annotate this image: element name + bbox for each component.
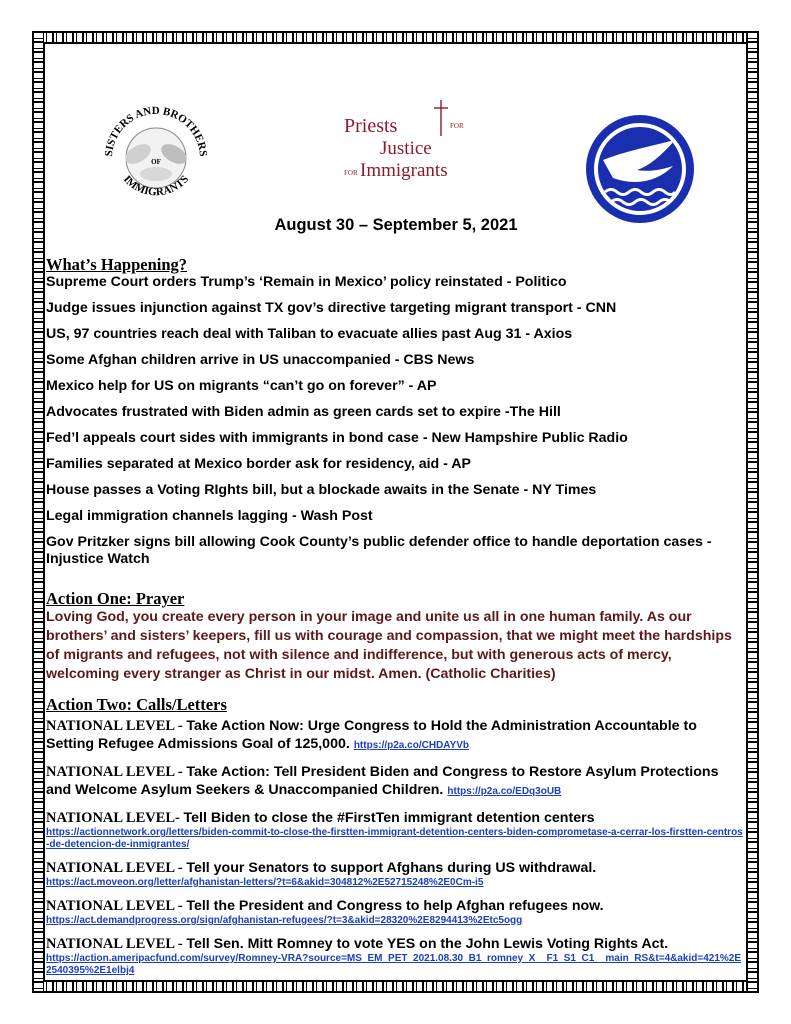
action-one-heading: Action One: Prayer <box>46 589 185 608</box>
news-item[interactable]: Mexico help for US on migrants “can’t go on forever” - AP <box>46 378 437 394</box>
action-text: Take Action Now: Urge Congress to Hold the Administration Accountable to Setting Refugee Admissions Goal of 125,000. <box>46 718 697 752</box>
bulletin-content <box>46 46 746 976</box>
action-two-section <box>46 696 746 985</box>
action-level: NATIONAL LEVEL - <box>46 764 187 780</box>
action-item <box>46 935 746 977</box>
logo-center-line3: Immigrants <box>360 160 448 181</box>
dove-logo <box>583 112 698 227</box>
whats-happening-heading: What’s Happening? <box>46 255 188 274</box>
logo-center-line2: Justice <box>380 138 432 159</box>
news-item[interactable]: US, 97 countries reach deal with Taliban to evacuate allies past Aug 31 - Axios <box>46 326 573 342</box>
action-level: NATIONAL LEVEL - <box>46 936 187 952</box>
news-item[interactable]: House passes a Voting RIghts bill, but a blockade awaits in the Senate - NY Times <box>46 482 597 498</box>
news-item[interactable]: Families separated at Mexico border ask for residency, aid - AP <box>46 456 471 472</box>
action-level: NATIONAL LEVEL - <box>46 860 187 876</box>
action-text: Tell Biden to close the #FirstTen immigrant detention centers <box>183 810 595 826</box>
action-link[interactable]: https://actionnetwork.org/letters/biden-commit-to-close-the-firstten-immigrant-detention-centers-biden-comprometase-a-cerrar-los-firstten-centros-de-detencion-de-inmigrantes/ <box>46 827 743 850</box>
date-range: August 30 – September 5, 2021 <box>274 216 518 234</box>
action-link[interactable]: https://p2a.co/CHDAYVb <box>353 740 470 751</box>
action-two-heading: Action Two: Calls/Letters <box>46 695 227 714</box>
action-level: NATIONAL LEVEL- <box>46 810 184 826</box>
logo-left-top-text: SISTERS AND BROTHERS <box>102 104 210 157</box>
news-item[interactable]: Supreme Court orders Trump’s ‘Remain in Mexico’ policy reinstated - Politico <box>46 274 567 290</box>
news-item[interactable]: Advocates frustrated with Biden admin as green cards set to expire -The Hill <box>46 404 561 420</box>
action-level: NATIONAL LEVEL - <box>46 718 187 734</box>
action-item <box>46 859 746 889</box>
action-link[interactable]: https://act.demandprogress.org/sign/afghanistan-refugees/?t=3&akid=28320%2E8294413%2Etc5ogg <box>46 915 523 926</box>
news-item[interactable]: Some Afghan children arrive in US unaccompanied - CBS News <box>46 352 475 368</box>
action-link[interactable]: https://p2a.co/EDq3oUB <box>447 786 562 797</box>
news-item[interactable]: Fed’l appeals court sides with immigrants in bond case - New Hampshire Public Radio <box>46 430 628 446</box>
news-item[interactable]: Judge issues injunction against TX gov’s directive targeting migrant transport - CNN <box>46 300 617 316</box>
action-link[interactable]: https://action.ameripacfund.com/survey/Romney-VRA?source=MS_EM_PET_2021.08.30_B1_romney_X__F1_S1_C1__main_RS&t=4&akid=421%2E2540395%2E1elbj4 <box>46 953 742 976</box>
logo-center-line1: Priests <box>344 115 398 137</box>
news-item[interactable]: Legal immigration channels lagging - Wash Post <box>46 508 373 524</box>
action-text: Tell the President and Congress to help Afghan refugees now. <box>186 898 604 914</box>
sisters-brothers-logo <box>98 96 213 211</box>
action-link[interactable]: https://act.moveon.org/letter/afghanistan-letters/?t=6&akid=304812%2E52715248%2E0Cm-i5 <box>46 877 484 888</box>
prayer-text: Loving God, you create every person in your image and unite us all in one human family. As our brothers’ and sisters’ keepers, fill us with courage and compassion, that we might meet the hardships of migrants and refugees, not with silence and indifference, but with generous acts of mercy, welcoming every stranger as Christ in our midst. Amen. (Catholic Charities) <box>46 609 732 682</box>
logo-center-for2: FOR <box>344 169 358 177</box>
whats-happening-section <box>46 256 746 577</box>
action-item <box>46 717 746 755</box>
action-text: Tell your Senators to support Afghans during US withdrawal. <box>186 860 597 876</box>
news-item[interactable]: Gov Pritzker signs bill allowing Cook County’s public defender office to handle deportation cases - Injustice Watch <box>46 534 712 567</box>
action-item <box>46 897 746 927</box>
logo-center-for1: FOR <box>450 122 464 130</box>
action-one-section <box>46 590 746 684</box>
action-item <box>46 763 746 801</box>
action-text: Take Action: Tell President Biden and Congress to Restore Asylum Protections and Welcome Asylum Seekers & Unaccompanied Children. <box>46 764 719 798</box>
priests-justice-logo <box>338 96 488 206</box>
logo-left-bottom-text: IMMIGRANTS <box>120 173 192 199</box>
action-item <box>46 809 746 851</box>
action-text: Tell Sen. Mitt Romney to vote YES on the John Lewis Voting Rights Act. <box>186 936 669 952</box>
logo-left-mid-text: OF <box>151 158 161 166</box>
action-level: NATIONAL LEVEL - <box>46 898 187 914</box>
